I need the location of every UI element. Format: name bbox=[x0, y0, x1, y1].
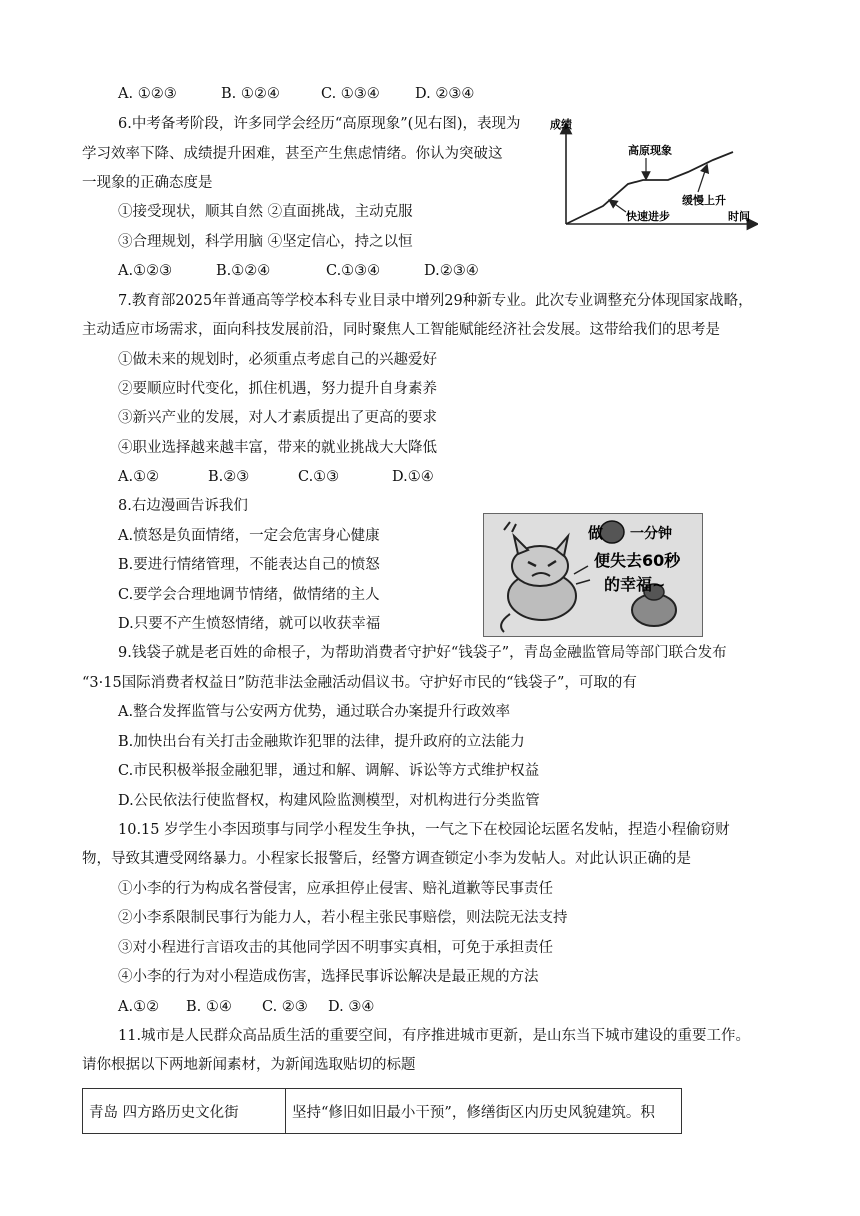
chart-xlabel: 时间 bbox=[728, 210, 750, 223]
chart-ylabel: 成绩 bbox=[550, 118, 572, 131]
q8-stem: 8.右边漫画告诉我们 bbox=[118, 498, 248, 514]
cartoon-text-3: 便失去60秒 bbox=[594, 551, 681, 570]
q9-option-d: D.公民依法行使监督权，构建风险监测模型，对机构进行分类监管 bbox=[118, 793, 540, 809]
q7-item-1: ①做未来的规划时，必须重点考虑自己的兴趣爱好 bbox=[118, 352, 437, 368]
q5-option-c: C. ①③④ bbox=[321, 86, 380, 102]
q7-stem-line-1: 7.教育部2025年普通高等学校本科专业目录中增列29种新专业。此次专业调整充分体现国家战略， bbox=[118, 293, 753, 309]
table-cell-content: 坚持“修旧如旧最小干预”，修缮街区内历史风貌建筑。积 bbox=[286, 1089, 682, 1134]
chart-plateau-label: 高原现象 bbox=[628, 144, 672, 157]
q6-stem-line-2: 学习效率下降、成绩提升困难，甚至产生焦虑情绪。你认为突破这 bbox=[82, 146, 503, 162]
q7-item-4: ④职业选择越来越丰富，带来的就业挑战大大降低 bbox=[118, 440, 437, 456]
q8-option-a: A.愤怒是负面情绪，一定会危害身心健康 bbox=[118, 528, 380, 544]
cartoon-illustration bbox=[484, 514, 702, 636]
chart-slow-label: 缓慢上升 bbox=[682, 194, 726, 207]
table-cell-place: 青岛 四方路历史文化街 bbox=[83, 1089, 286, 1134]
q10-option-c: C. ②③ bbox=[262, 999, 308, 1015]
q10-option-b: B. ①④ bbox=[186, 999, 232, 1015]
cartoon-text-4: 的幸福~ bbox=[604, 575, 666, 594]
q6-item-1: ①接受现状，顺其自然 ②直面挑战，主动克服 bbox=[118, 204, 413, 220]
q10-item-4: ④小李的行为对小程造成伤害，选择民事诉讼解决是最正规的方法 bbox=[118, 969, 539, 985]
q6-option-b: B.①②④ bbox=[216, 263, 271, 279]
q6-stem-line-1: 6.中考备考阶段，许多同学会经历“高原现象”(见右图)，表现为 bbox=[118, 116, 521, 132]
q5-option-b: B. ①②④ bbox=[221, 86, 280, 102]
q6-item-2: ③合理规划，科学用脑 ④坚定信心，持之以恒 bbox=[118, 234, 413, 250]
q7-option-a: A.①② bbox=[118, 469, 160, 485]
q9-option-a: A.整合发挥监管与公安两方优势，通过联合办案提升行政效率 bbox=[118, 704, 511, 720]
q9-stem-line-1: 9.钱袋子就是老百姓的命根子，为帮助消费者守护好“钱袋子”，青岛金融监管局等部门联合发布 bbox=[118, 645, 727, 661]
q7-option-c: C.①③ bbox=[298, 469, 340, 485]
chart-fast-label: 快速进步 bbox=[626, 210, 670, 223]
q11-stem-line-2: 请你根据以下两地新闻素材，为新闻选取贴切的标题 bbox=[82, 1057, 416, 1073]
q9-option-c: C.市民积极举报金融犯罪，通过和解、调解、诉讼等方式维护权益 bbox=[118, 763, 540, 779]
q8-option-d: D.只要不产生愤怒情绪，就可以收获幸福 bbox=[118, 616, 381, 632]
q6-option-a: A.①②③ bbox=[118, 263, 173, 279]
q7-option-d: D.①④ bbox=[392, 469, 434, 485]
q6-stem-line-3: 一现象的正确态度是 bbox=[82, 175, 213, 191]
cartoon-text-1: 做 bbox=[588, 524, 604, 542]
q7-item-2: ②要顺应时代变化，抓住机遇，努力提升自身素养 bbox=[118, 381, 437, 397]
q10-item-2: ②小李系限制民事行为能力人，若小程主张民事赔偿，则法院无法支持 bbox=[118, 910, 568, 926]
cartoon-text-2: 一分钟 bbox=[630, 526, 672, 542]
q10-stem-line-2: 物，导致其遭受网络暴力。小程家长报警后，经警方调查锁定小李为发帖人。对此认识正确的是 bbox=[82, 851, 691, 867]
q11-stem-line-1: 11.城市是人民群众高品质生活的重要空间，有序推进城市更新，是山东当下城市建设的重要工作。 bbox=[118, 1028, 751, 1044]
q10-option-d: D. ③④ bbox=[328, 999, 375, 1015]
news-table bbox=[82, 1088, 682, 1134]
q5-option-a: A. ①②③ bbox=[118, 86, 177, 102]
plateau-chart bbox=[548, 118, 758, 236]
plateau-chart-svg bbox=[548, 118, 758, 236]
table-row bbox=[83, 1089, 682, 1134]
q6-options bbox=[118, 261, 479, 281]
q10-item-1: ①小李的行为构成名誉侵害，应承担停止侵害、赔礼道歉等民事责任 bbox=[118, 881, 553, 897]
q7-stem-line-2: 主动适应市场需求，面向科技发展前沿，同时聚焦人工智能赋能经济社会发展。这带给我们的思考是 bbox=[82, 322, 720, 338]
q7-option-b: B.②③ bbox=[208, 469, 250, 485]
q8-option-c: C.要学会合理地调节情绪，做情绪的主人 bbox=[118, 587, 380, 603]
q6-option-d: D.②③④ bbox=[424, 263, 479, 279]
q10-options bbox=[118, 997, 374, 1017]
slow-arrow bbox=[698, 168, 706, 192]
q9-option-b: B.加快出台有关打击金融欺诈犯罪的法律，提升政府的立法能力 bbox=[118, 734, 525, 750]
q7-item-3: ③新兴产业的发展，对人才素质提出了更高的要求 bbox=[118, 410, 437, 426]
bubble-head bbox=[600, 521, 624, 543]
q6-option-c: C.①③④ bbox=[326, 263, 381, 279]
fast-arrow bbox=[612, 202, 626, 212]
q7-options bbox=[118, 467, 434, 487]
q10-stem-line-1: 10.15 岁学生小李因琐事与同学小程发生争执，一气之下在校园论坛匿名发帖，捏造小程偷窃财 bbox=[118, 822, 730, 838]
anger-cartoon bbox=[483, 513, 703, 637]
q10-option-a: A.①② bbox=[118, 999, 160, 1015]
q10-item-3: ③对小程进行言语攻击的其他同学因不明事实真相，可免于承担责任 bbox=[118, 940, 553, 956]
q5-options bbox=[118, 84, 474, 104]
q8-option-b: B.要进行情绪管理，不能表达自己的愤怒 bbox=[118, 557, 380, 573]
q5-option-d: D. ②③④ bbox=[415, 86, 475, 102]
q9-stem-line-2: “3·15国际消费者权益日”防范非法金融活动倡议书。守护好市民的“钱袋子”，可取的有 bbox=[82, 675, 637, 691]
